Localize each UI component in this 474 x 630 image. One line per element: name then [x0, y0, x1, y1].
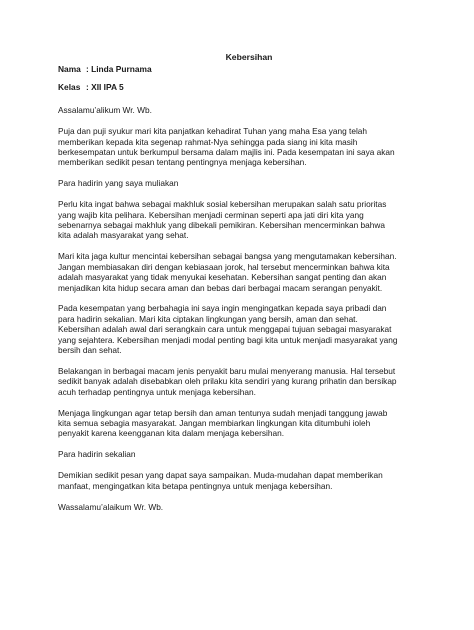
class-value: : XII IPA 5 — [86, 81, 124, 92]
name-label: Nama — [58, 64, 81, 75]
paragraph-line: Jangan membiasakan diri dengan kebiasaan jorok, hal tersebut mencerminkan bahwa kita — [58, 261, 390, 272]
paragraph-line: yang sejahtera. Kebersihan menjadi modal penting bagi kita untuk menjadi masyarakat yang — [58, 334, 398, 345]
paragraph-line: sedikit banyak adalah disebabkan oleh prilaku kita sendiri yang kurang prihatin dan bersikap — [58, 376, 397, 387]
paragraph-line: Belakangan in berbagai macam jenis penyakit baru mulai menyerang manusia. Hal tersebut — [58, 365, 396, 376]
paragraph — [58, 502, 428, 512]
name-value: : Linda Purnama — [86, 64, 152, 75]
paragraph-line: Wassalamu’alaikum Wr. Wb. — [58, 501, 164, 512]
paragraph-line: adalah masyarakat yang tidak menyukai kesehatan. Kebersihan sangat penting dan akan — [58, 272, 387, 283]
paragraph — [58, 105, 428, 115]
paragraph-line: Menjaga lingkungan agar tetap bersih dan aman tentunya sudah menjadi tanggung jawab — [58, 407, 388, 418]
paragraph — [58, 178, 428, 188]
document-title: Kebersihan — [225, 52, 273, 62]
paragraph-line: Perlu kita ingat bahwa sebagai makhluk sosial kebersihan merupakan salah satu prioritas — [58, 199, 387, 210]
paragraph — [58, 366, 428, 397]
paragraph-line: kita adalah masyarakat yang sehat. — [58, 230, 189, 241]
paragraph-line: Assalamu’alikum Wr. Wb. — [58, 105, 152, 116]
paragraph — [58, 470, 428, 491]
paragraph — [58, 449, 428, 459]
paragraph-line: menjadikan kita hidup secara aman dan bebas dari berbagai macam serangan penyakit. — [58, 282, 383, 293]
paragraph — [58, 126, 428, 168]
paragraph — [58, 303, 428, 355]
paragraph-line: Kebersihan adalah awal dari serangkain cara untuk menggapai tujuan sebagai masyarakat — [58, 324, 392, 335]
author-name-row — [58, 64, 428, 74]
paragraph — [58, 251, 428, 293]
paragraph-list — [58, 105, 428, 512]
paragraph-line: Mari kita jaga kultur mencintai kebersihan sebagai bangsa yang mengutamakan kebersihan. — [58, 251, 397, 262]
paragraph — [58, 199, 428, 241]
paragraph-line: manfaat, mengingatkan kita betapa pentingnya untuk menjaga kebersihan. — [58, 480, 333, 491]
paragraph-line: Para hadirin sekalian — [58, 449, 136, 460]
paragraph-line: para hadirin sekalian. Mari kita ciptakan lingkungan yang bersih, aman dan sehat. — [58, 313, 358, 324]
paragraph-line: yang wajib kita pelihara. Kebersihan menjadi cerminan seperti apa jati diri kita yang — [58, 209, 364, 220]
paragraph-line: kita semua sebagia masyarakat. Jangan membiarkan lingkungan kita ditumbuhi ioleh — [58, 418, 371, 429]
class-label: Kelas — [58, 81, 81, 92]
paragraph-line: Demikian sedikit pesan yang dapat saya sampaikan. Muda-mudahan dapat memberikan — [58, 470, 383, 481]
paragraph-line: memberikan sedikit pesan tentang pentingnya menjaga kebersihan. — [58, 157, 307, 168]
paragraph-line: penyakit karena keengganan kita dalam menjaga kebersihan. — [58, 428, 285, 439]
paragraph-line: sebenarnya sebagai makhluk yang dibekali pemikiran. Kebersihan mencerminkan bahwa — [58, 219, 385, 230]
paragraph — [58, 408, 428, 439]
paragraph-line: bersih dan sehat. — [58, 345, 122, 356]
paragraph-line: Puja dan puji syukur mari kita panjatkan kehadirat Tuhan yang maha Esa yang telah — [58, 126, 368, 137]
paragraph-line: berkesempatan untuk berkumpul bersama dalam majlis ini. Pada kesempatan ini saya akan — [58, 146, 395, 157]
class-row — [58, 82, 428, 92]
paragraph-line: Pada kesempatan yang berbahagia ini saya ingin mengingatkan kepada saya pribadi dan — [58, 303, 387, 314]
paragraph-line: acuh terhadap pentingnya untuk menjaga kebersihan. — [58, 386, 256, 397]
document-body — [58, 52, 428, 523]
paragraph-line: memberikan kepada kita segenap rahmat-Nya sehingga pada siang ini kita masih — [58, 136, 358, 147]
paragraph-line: Para hadirin yang saya muliakan — [58, 178, 179, 189]
